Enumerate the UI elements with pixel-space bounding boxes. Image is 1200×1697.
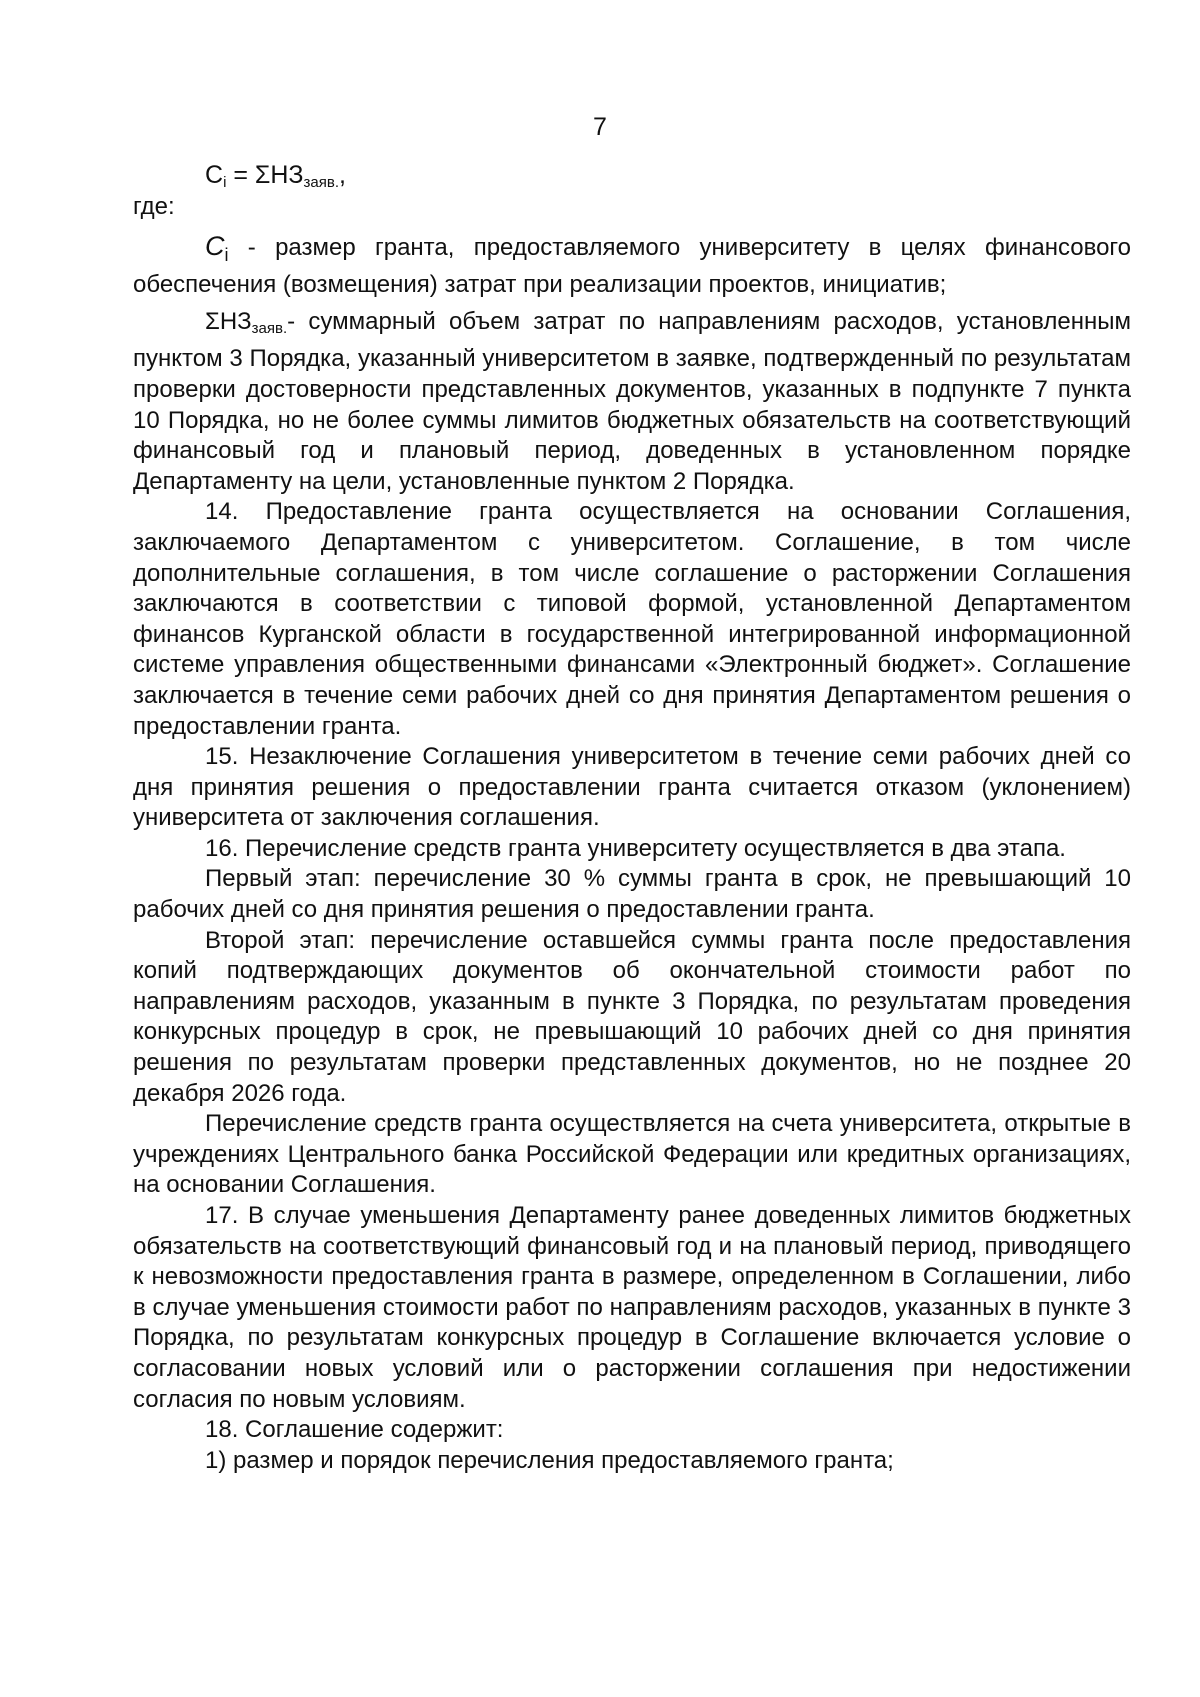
paragraph-16: 16. Перечисление средств гранта университету осуществляется в два этапа. (205, 834, 1066, 862)
paragraph-first-stage: Первый этап: перечисление 30 % суммы гранта в срок, не превышающий 10 рабочих дней со дня принятия решения о предоставлении гранта. (133, 865, 1131, 924)
paragraph-15: 15. Незаключение Соглашения университетом в течение семи рабочих дней со дня принятия решения о предоставлении гранта считается отказом (уклонением) университета от заключения соглашения. (133, 743, 1131, 832)
definition-ci-text: - размер гранта, предоставляемого университету в целях финансового обеспечения (возмещения) затрат при реализации проектов, инициатив; (133, 233, 1131, 299)
formula-rhs-subscript: заяв. (303, 174, 339, 191)
paragraph-18-item-1: 1) размер и порядок перечисления предоставляемого гранта; (205, 1446, 894, 1474)
definition-ci (133, 231, 1131, 301)
paragraph-14: 14. Предоставление гранта осуществляется на основании Соглашения, заключаемого Департаментом с университетом. Соглашение, в том числе дополнительные соглашения, в том числе соглашение о расторжении Соглашения заключаются в соответствии с типовой формой, установленной Департаментом финансов Курганской области в государственной интегрированной информационной системе управления общественными финансами «Электронный бюджет». Соглашение заключается в течение семи рабочих дней со дня принятия Департаментом решения о предоставлении гранта. (133, 498, 1131, 740)
document-body (133, 192, 1131, 1476)
definition-ci-subscript: i (224, 244, 229, 265)
where-label: где: (133, 193, 175, 220)
paragraph-second-stage: Второй этап: перечисление оставшейся суммы гранта после предоставления копий подтверждающих документов об окончательной стоимости работ по направлениям расходов, указанным в пункте 3 Порядка, по результатам проведения конкурсных процедур в срок, не превышающий 10 рабочих дней со дня принятия решения по результатам проверки представленных документов, но не позднее 20 декабря 2026 года. (133, 926, 1131, 1107)
definition-sum (133, 307, 1131, 498)
definition-sum-subscript: заяв. (251, 319, 288, 337)
paragraph-transfer-accounts: Перечисление средств гранта осуществляется на счета университета, открытые в учреждениях Центрального банка Российской Федерации или кредитных организациях, на основании Соглашения. (133, 1110, 1131, 1199)
formula-equals-sum: = ΣНЗ (226, 161, 304, 189)
paragraph-17: 17. В случае уменьшения Департаменту ранее доведенных лимитов бюджетных обязательств на соответствующий финансовый год и на плановый период, приводящего к невозможности предоставления гранта в размере, определенном в Соглашении, либо в случае уменьшения стоимости работ по направлениям расходов, указанных в пункте 3 Порядка, по результатам конкурсных процедур в Соглашение включается условие о согласовании новых условий или о расторжении соглашения при недостижении согласия по новым условиям. (133, 1202, 1131, 1413)
formula-lhs-subscript: i (223, 174, 227, 191)
definition-sum-symbol: ΣНЗ (205, 307, 252, 335)
paragraph-18: 18. Соглашение содержит: (205, 1416, 504, 1444)
definition-sum-text: - суммарный объем затрат по направлениям расходов, установленным пунктом 3 Порядка, указанный университетом в заявке, подтвержденный по результатам проверки достоверности представленных документов, указанных в подпункте 7 пункта 10 Порядка, но не более суммы лимитов бюджетных обязательств на соответствующий финансовый год и плановый период, доведенных в установленном порядке Департаменту на цели, установленные пунктом 2 Порядка. (133, 307, 1131, 495)
definition-ci-symbol: C (205, 230, 225, 261)
formula-tail: , (339, 161, 346, 189)
formula-lhs: C (205, 161, 224, 189)
page-number: 7 (593, 113, 607, 141)
